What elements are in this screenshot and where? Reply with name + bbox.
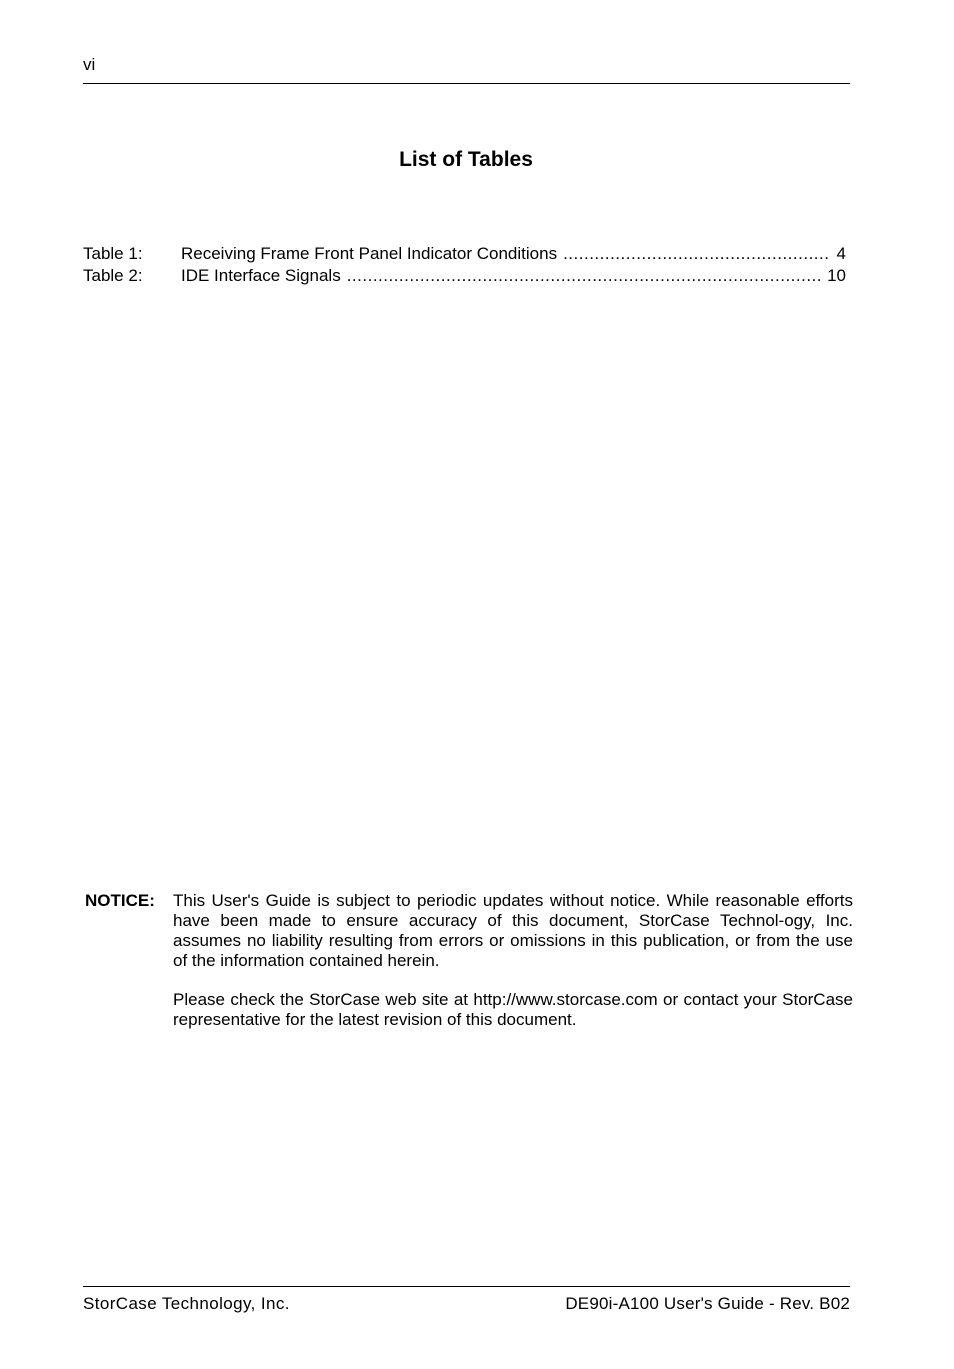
toc-entry-table-1[interactable] [83,243,846,265]
table-list [83,243,846,287]
toc-entry-title: IDE Interface Signals [181,266,341,285]
toc-dot-leader [563,243,830,265]
notice-paragraph: Please check the StorCase web site at http://www.storcase.com or contact your StorCase representative for the latest revision of this document. [173,990,853,1029]
toc-entry-number: Table 1: [83,244,143,263]
page-title: List of Tables [399,148,533,171]
notice-body [173,891,853,1049]
notice-block [83,891,853,1049]
toc-entry-title: Receiving Frame Front Panel Indicator Conditions [181,244,558,263]
toc-entry-page: 10 [827,266,846,285]
notice-label: NOTICE: [85,891,155,910]
notice-paragraph: This User's Guide is subject to periodic updates without notice. While reasonable efforts have been made to ensure accuracy of this document, StorCase Technol-ogy, Inc. assumes no liability resulting from errors or omissions in this publication, or from the use of the information contained herein. [173,891,853,970]
toc-entry-table-2[interactable] [83,265,846,287]
toc-entry-page: 4 [836,244,846,263]
footer-rule [83,1286,850,1287]
toc-entry-number: Table 2: [83,266,143,285]
header-rule [83,83,850,84]
footer-document-title: DE90i-A100 User's Guide - Rev. B02 [565,1294,850,1313]
page-number: vi [83,55,96,74]
footer-company: StorCase Technology, Inc. [83,1294,290,1313]
toc-dot-leader [347,265,821,287]
